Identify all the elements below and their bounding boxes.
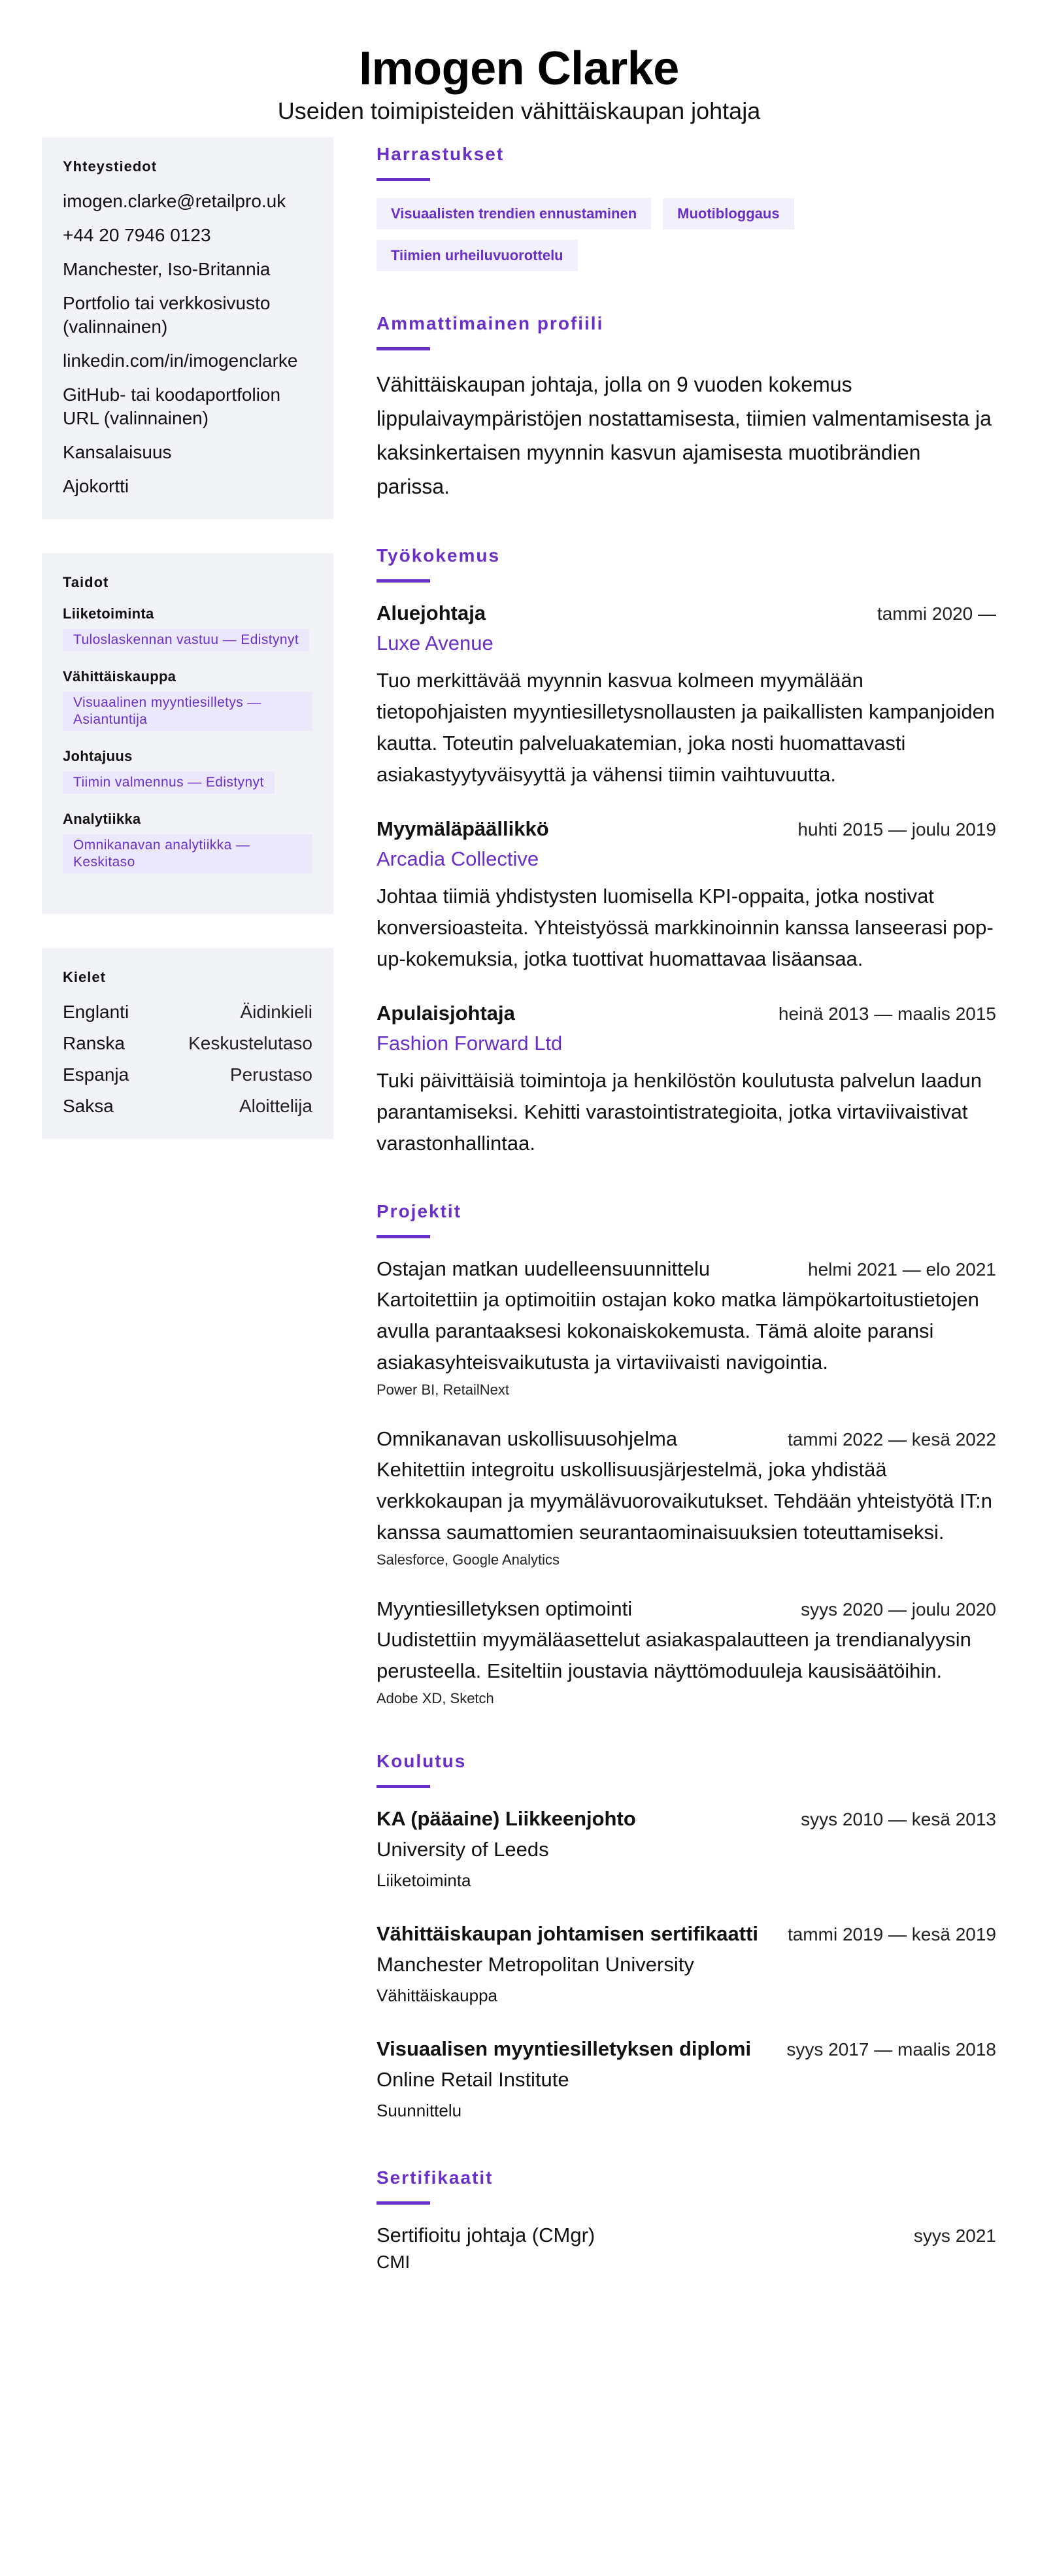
language-name: Englanti bbox=[63, 1002, 129, 1022]
degree-name: KA (pääaine) Liikkeenjohto bbox=[377, 1807, 636, 1830]
contact-nationality: Kansalaisuus bbox=[63, 442, 172, 462]
hobby-chip: Muotibloggaus bbox=[663, 198, 794, 229]
project-entry bbox=[377, 1255, 996, 1400]
skill-category: Vähittäiskauppa bbox=[63, 668, 176, 685]
skill-chip: Tuloslaskennan vastuu — Edistynyt bbox=[63, 629, 309, 651]
skill-chip: Tiimin valmennus — Edistynyt bbox=[63, 771, 275, 794]
language-level: Keskustelutaso bbox=[188, 1033, 312, 1053]
education-entry bbox=[377, 1920, 996, 2010]
language-name: Ranska bbox=[63, 1033, 125, 1053]
section-title: Ammattimainen profiili bbox=[377, 313, 604, 333]
certification-entry bbox=[377, 2222, 996, 2275]
skill-group bbox=[63, 668, 312, 748]
contact-drivers-license: Ajokortti bbox=[63, 476, 129, 496]
resume-header bbox=[0, 0, 1038, 137]
skills-title: Taidot bbox=[63, 574, 109, 590]
degree-name: Vähittäiskaupan johtamisen sertifikaatti bbox=[377, 1922, 759, 1945]
job-description: Tuki päivittäisiä toimintoja ja henkilöstön koulutusta palvelun laadun parantamiseksi. Kehitti varastointistrategioita, jotka virtaviivaistivat varastonhallintaa. bbox=[377, 1069, 982, 1155]
project-name: Myyntiesilletyksen optimointi bbox=[377, 1597, 633, 1620]
language-name: Saksa bbox=[63, 1096, 114, 1116]
project-entry bbox=[377, 1425, 996, 1570]
education-entry bbox=[377, 2035, 996, 2126]
sidebar bbox=[42, 137, 333, 2316]
degree-name: Visuaalisen myyntiesilletyksen diplomi bbox=[377, 2037, 752, 2060]
job-role: Myymäläpäällikkö bbox=[377, 817, 549, 840]
certifications-section bbox=[377, 2166, 996, 2275]
section-divider bbox=[377, 1785, 430, 1788]
contact-email[interactable]: imogen.clarke@retailpro.uk bbox=[63, 191, 286, 211]
job-description: Tuo merkittävää myynnin kasvua kolmeen myymälään tietopohjaisten myyntiesilletysnollausten ja paikallisten kampanjoiden kautta. Toteutin palveluakatemian, joka nosti huomattavasti asiakastyytyväisyyttä ja vähensi tiimin vaihtuvuutta. bbox=[377, 669, 996, 786]
school-name: Online Retail Institute bbox=[377, 2068, 569, 2091]
contact-linkedin[interactable]: linkedin.com/in/imogenclarke bbox=[63, 350, 298, 371]
skill-category: Liiketoiminta bbox=[63, 605, 154, 622]
education-dates: tammi 2019 — kesä 2019 bbox=[787, 1924, 996, 1944]
certification-issuer: CMI bbox=[377, 2252, 410, 2272]
skill-category: Johtajuus bbox=[63, 748, 133, 764]
school-name: University of Leeds bbox=[377, 1838, 549, 1861]
job-dates: heinä 2013 — maalis 2015 bbox=[778, 1004, 996, 1024]
skill-chip: Visuaalinen myyntiesilletys — Asiantuntija bbox=[63, 692, 312, 731]
hobby-chip: Visuaalisten trendien ennustaminen bbox=[377, 198, 651, 229]
certification-name: Sertifioitu johtaja (CMgr) bbox=[377, 2224, 595, 2246]
profile-summary: Vähittäiskaupan johtaja, jolla on 9 vuoden kokemus lippulaivaympäristöjen nostattamisesta, tiimien valmentamisesta ja kaksinkertaisen myynnin kasvun ajamisesta muotibrändien parissa. bbox=[377, 373, 992, 498]
language-row bbox=[63, 1000, 312, 1024]
project-dates: helmi 2021 — elo 2021 bbox=[808, 1259, 996, 1280]
section-title: Sertifikaatit bbox=[377, 2167, 494, 2188]
section-divider bbox=[377, 1235, 430, 1238]
section-divider bbox=[377, 178, 430, 181]
study-field: Suunnittelu bbox=[377, 2101, 462, 2120]
language-name: Espanja bbox=[63, 1064, 129, 1085]
skill-category: Analytiikka bbox=[63, 811, 141, 827]
certification-date: syys 2021 bbox=[913, 2226, 996, 2246]
contact-title: Yhteystiedot bbox=[63, 158, 158, 175]
experience-entry bbox=[377, 1000, 996, 1159]
job-role: Aluejohtaja bbox=[377, 602, 486, 624]
main-content bbox=[377, 137, 996, 2316]
experience-section bbox=[377, 544, 996, 1159]
language-level: Perustaso bbox=[229, 1064, 312, 1085]
section-divider bbox=[377, 2201, 430, 2205]
skills-card bbox=[42, 553, 333, 914]
company-name: Fashion Forward Ltd bbox=[377, 1032, 563, 1055]
language-row bbox=[63, 1063, 312, 1087]
project-name: Ostajan matkan uudelleensuunnittelu bbox=[377, 1257, 711, 1280]
hobbies-section bbox=[377, 143, 996, 271]
profile-section bbox=[377, 312, 996, 503]
language-row bbox=[63, 1094, 312, 1118]
hobby-chip: Tiimien urheiluvuorottelu bbox=[377, 240, 578, 271]
job-title: Useiden toimipisteiden vähittäiskaupan johtaja bbox=[277, 97, 761, 124]
company-name: Arcadia Collective bbox=[377, 847, 539, 870]
contact-card bbox=[42, 137, 333, 519]
project-tech: Adobe XD, Sketch bbox=[377, 1690, 494, 1706]
project-description: Uudistettiin myymäläasettelut asiakaspalautteen ja trendianalyysin perusteella. Esiteltiin joustavia näyttömoduuleja kausisäätöihin. bbox=[377, 1628, 971, 1682]
contact-location: Manchester, Iso-Britannia bbox=[63, 259, 271, 279]
section-divider bbox=[377, 579, 430, 583]
company-name: Luxe Avenue bbox=[377, 632, 494, 654]
contact-portfolio[interactable]: Portfolio tai verkkosivusto (valinnainen) bbox=[63, 293, 271, 337]
project-name: Omnikanavan uskollisuusohjelma bbox=[377, 1427, 678, 1450]
job-description: Johtaa tiimiä yhdistysten luomisella KPI-oppaita, jotka nostivat konversioasteita. Yhteistyössä markkinoinnin kanssa lanseerasi pop-up-kokemuksia, jotka tuottivat huomattavaa lisäansaa. bbox=[377, 885, 994, 970]
education-entry bbox=[377, 1805, 996, 1895]
projects-section bbox=[377, 1200, 996, 1709]
skill-group bbox=[63, 748, 312, 811]
language-level: Äidinkieli bbox=[240, 1002, 312, 1022]
contact-github[interactable]: GitHub- tai koodaportfolion URL (valinnainen) bbox=[63, 384, 281, 428]
person-name: Imogen Clarke bbox=[359, 42, 679, 95]
section-title: Projektit bbox=[377, 1201, 462, 1221]
project-entry bbox=[377, 1595, 996, 1709]
language-level: Aloittelija bbox=[239, 1096, 312, 1116]
section-title: Harrastukset bbox=[377, 144, 505, 164]
project-tech: Power BI, RetailNext bbox=[377, 1381, 509, 1398]
skill-group bbox=[63, 605, 312, 668]
experience-entry bbox=[377, 815, 996, 975]
project-dates: tammi 2022 — kesä 2022 bbox=[787, 1429, 996, 1449]
language-row bbox=[63, 1032, 312, 1055]
job-dates: tammi 2020 — bbox=[877, 603, 996, 624]
project-description: Kartoitettiin ja optimoitiin ostajan koko matka lämpökartoitustietojen avulla parantaaksesi kokonaiskokemusta. Tämä aloite paransi asiakasyhteisvaikutusta ja virtaviivaisti navigointia. bbox=[377, 1288, 979, 1374]
section-title: Koulutus bbox=[377, 1751, 467, 1771]
section-title: Työkokemus bbox=[377, 545, 501, 566]
study-field: Liiketoiminta bbox=[377, 1871, 471, 1890]
project-description: Kehitettiin integroitu uskollisuusjärjestelmä, joka yhdistää verkkokaupan ja myymälävuorovaikutukset. Tehdään yhteistyötä IT:n kanssa saumattomien seurantaominaisuuksien toteuttamiseksi. bbox=[377, 1458, 992, 1544]
project-tech: Salesforce, Google Analytics bbox=[377, 1551, 560, 1568]
project-dates: syys 2020 — joulu 2020 bbox=[801, 1599, 996, 1619]
school-name: Manchester Metropolitan University bbox=[377, 1953, 694, 1976]
education-section bbox=[377, 1750, 996, 2126]
languages-title: Kielet bbox=[63, 969, 106, 985]
study-field: Vähittäiskauppa bbox=[377, 1986, 498, 2005]
section-divider bbox=[377, 347, 430, 350]
education-dates: syys 2017 — maalis 2018 bbox=[786, 2039, 996, 2059]
experience-entry bbox=[377, 600, 996, 790]
job-dates: huhti 2015 — joulu 2019 bbox=[797, 819, 996, 839]
education-dates: syys 2010 — kesä 2013 bbox=[801, 1809, 996, 1829]
resume-body bbox=[0, 137, 1038, 2316]
skill-chip: Omnikanavan analytiikka — Keskitaso bbox=[63, 834, 312, 873]
languages-card bbox=[42, 948, 333, 1139]
job-role: Apulaisjohtaja bbox=[377, 1002, 515, 1025]
hobby-list bbox=[377, 198, 873, 271]
skill-group bbox=[63, 811, 312, 893]
contact-phone[interactable]: +44 20 7946 0123 bbox=[63, 225, 211, 245]
